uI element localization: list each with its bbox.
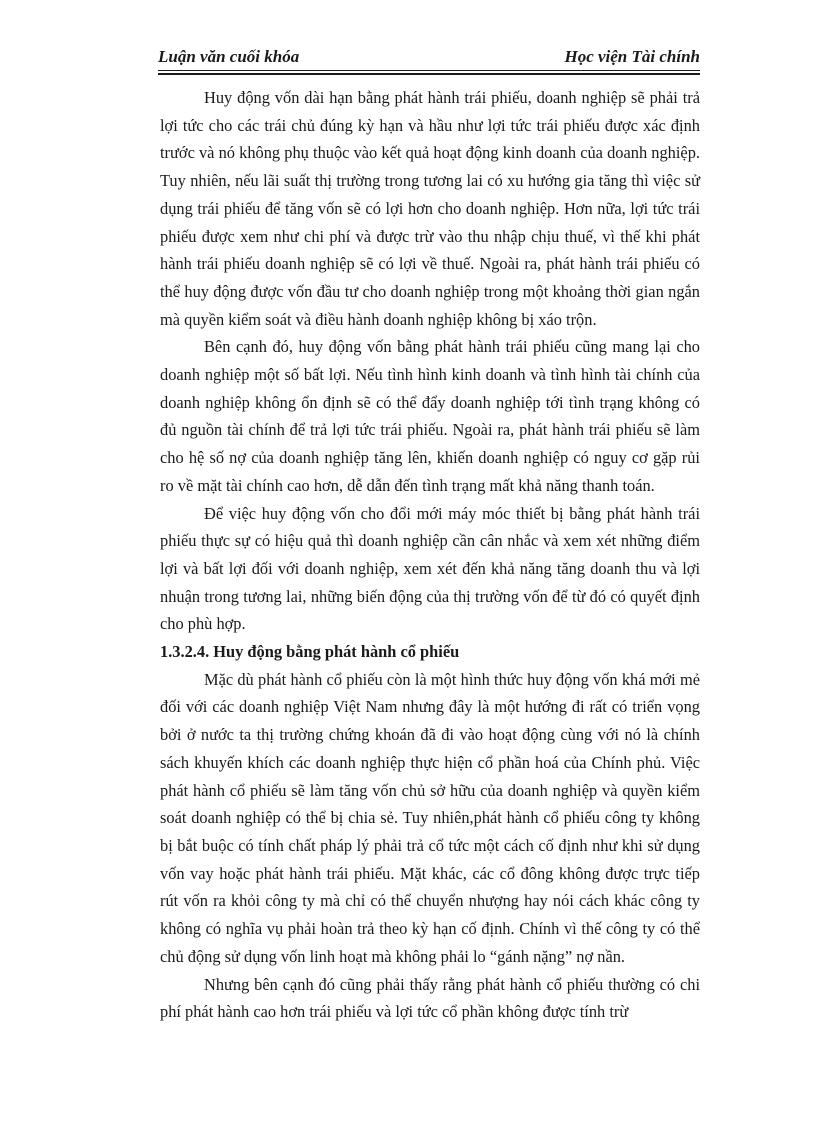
header-institution-name: Học viện Tài chính [564,47,700,66]
page-header [158,46,700,68]
paragraph-stock-issuance: Mặc dù phát hành cổ phiếu còn là một hình thức huy động vốn khá mới mẻ đối với các doanh nghiệp Việt Nam nhưng đây là một hướng đi rất có triển vọng bởi ở nước ta thị trường chứng khoán đã đi vào hoạt động cùng với nó là chính sách khuyến khích các doanh nghiệp thực hiện cổ phần hoá của Chính phủ. Việc phát hành cổ phiếu sẽ làm tăng vốn chủ sở hữu của doanh nghiệp và quyền kiểm soát doanh nghiệp có thể bị chia sẻ. Tuy nhiên,phát hành cổ phiếu công ty không bị bắt buộc có tính chất pháp lý phải trả cổ tức một cách cố định như khi sử dụng vốn vay hoặc phát hành trái phiếu. Mặt khác, các cổ đông không được trực tiếp rút vốn ra khỏi công ty mà chỉ có thể chuyển nhượng hay nói cách khác công ty không có nghĩa vụ phải hoàn trả theo kỳ hạn cố định. Chính vì thế công ty có thể chủ động sử dụng vốn linh hoạt mà không phải lo “gánh nặng” nợ nần. [160,669,700,966]
paragraph-bond-advantages: Huy động vốn dài hạn bằng phát hành trái phiếu, doanh nghiệp sẽ phải trả lợi tức cho các trái chủ đúng kỳ hạn và hầu như lợi tức trái phiếu được xác định trước và nó không phụ thuộc vào kết quả hoạt động kinh doanh của doanh nghiệp. Tuy nhiên, nếu lãi suất thị trường trong tương lai có xu hướng gia tăng thì việc sử dụng trái phiếu để tăng vốn sẽ có lợi hơn cho doanh nghiệp. Hơn nữa, lợi tức trái phiếu được xem như chi phí và được trừ vào thu nhập chịu thuế, vì thế khi phát hành trái phiếu doanh nghiệp sẽ có lợi về thuế. Ngoài ra, phát hành trái phiếu có thể huy động được vốn đầu tư cho doanh nghiệp trong một khoảng thời gian ngắn mà quyền kiểm soát và điều hành doanh nghiệp không bị xáo trộn. [160,88,700,329]
header-rule-thin [158,70,700,71]
header-thesis-title: Luận văn cuối khóa [158,47,300,66]
page-body [160,84,700,1026]
paragraph-bond-considerations: Để việc huy động vốn cho đổi mới máy móc thiết bị bằng phát hành trái phiếu thực sự có hiệu quả thì doanh nghiệp cần cân nhắc và xem xét những điểm lợi và bất lợi đối với doanh nghiệp, xem xét đến khả năng tăng doanh thu và lợi nhuận trong tương lai, những biến động của thị trường vốn để từ đó có quyết định cho phù hợp. [160,503,700,634]
section-heading: 1.3.2.4. Huy động bằng phát hành cổ phiếu [160,642,460,662]
header-rule-thick [158,73,700,75]
paragraph-bond-disadvantages: Bên cạnh đó, huy động vốn bằng phát hành trái phiếu cũng mang lại cho doanh nghiệp một số bất lợi. Nếu tình hình kinh doanh và tình hình tài chính của doanh nghiệp không ổn định sẽ có thể đẩy doanh nghiệp tới tình trạng không có đủ nguồn tài chính để trả lợi tức trái phiếu. Ngoài ra, phát hành trái phiếu sẽ làm cho hệ số nợ của doanh nghiệp tăng lên, khiến doanh nghiệp có nguy cơ gặp rủi ro về mặt tài chính cao hơn, dễ dẫn đến tình trạng mất khả năng thanh toán. [160,337,700,495]
paragraph-stock-costs: Nhưng bên cạnh đó cũng phải thấy rằng phát hành cổ phiếu thường có chi phí phát hành cao hơn trái phiếu và lợi tức cổ phần không được tính trừ [160,974,700,1022]
